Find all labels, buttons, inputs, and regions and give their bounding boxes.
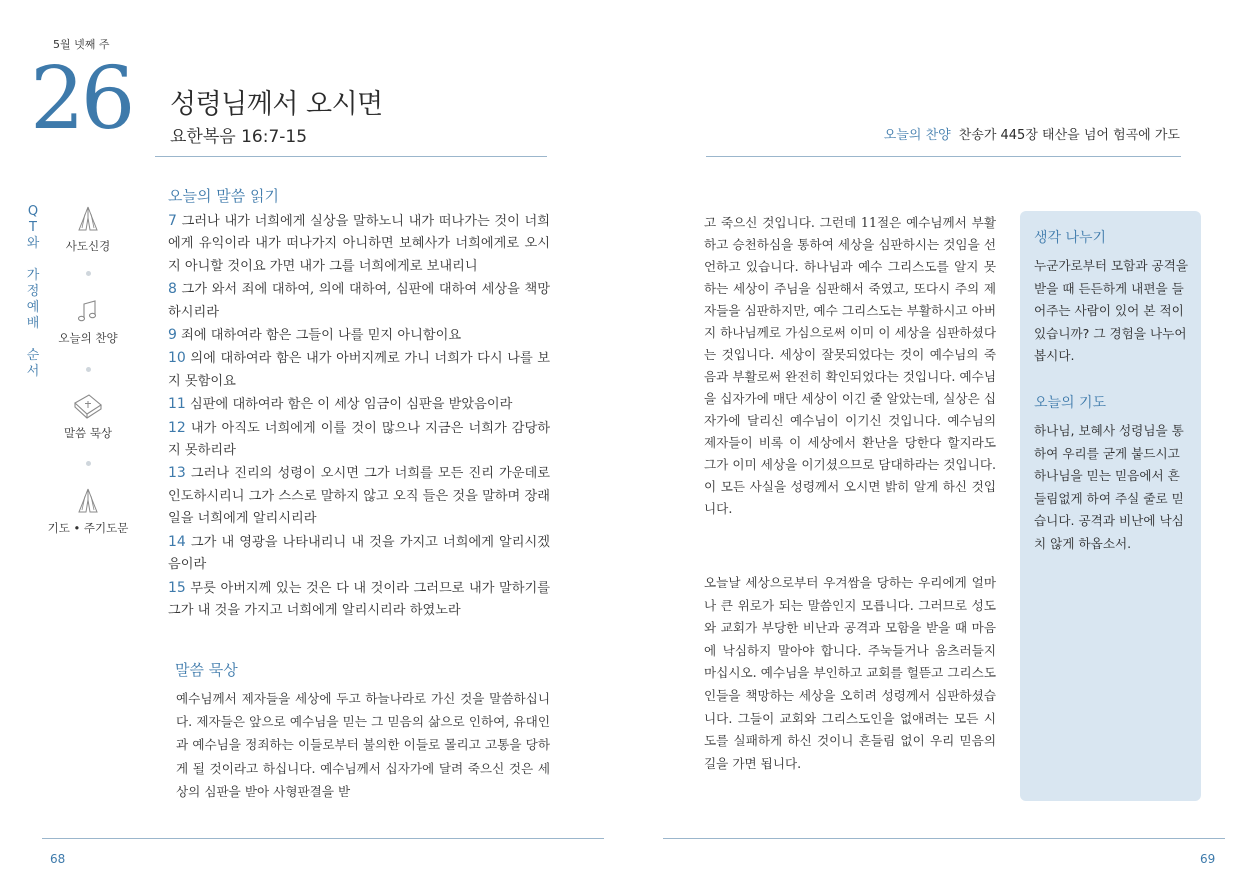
verse-text: 그가 내 영광을 나타내리니 내 것을 가지고 너희에게 알리시겠음이라 xyxy=(168,534,550,573)
todays-hymn xyxy=(884,124,1180,143)
qt-char: 예 xyxy=(26,300,40,315)
page-title: 성령님께서 오시면 xyxy=(170,89,383,120)
verse-text: 무릇 아버지께 있는 것은 다 내 것이라 그러므로 내가 말하기를 그가 내 것을 가지고 너희에게 알리시리라 하였노라 xyxy=(168,580,550,618)
footer-divider-right xyxy=(663,838,1225,839)
verse-number: 7 xyxy=(168,213,177,229)
qt-step-creed xyxy=(43,204,133,254)
qt-step-label: 오늘의 찬양 xyxy=(58,331,118,345)
verse-text: 그가 와서 죄에 대하여, 의에 대하여, 심판에 대하여 세상을 책망하시리라 xyxy=(168,282,550,320)
praying-hands-icon xyxy=(73,204,103,234)
qt-char: 와 xyxy=(26,236,40,251)
qt-step-label: 사도신경 xyxy=(65,239,111,253)
prayer-text: 하나님, 보혜사 성령님을 통하여 우리를 굳게 붙드시고 하나님을 믿는 믿음에서 흔들림없게 하여 주실 줄로 믿습니다. 공격과 비난에 낙심치 않게 하옵소서. xyxy=(1034,422,1184,551)
day-number: 26 xyxy=(30,49,132,149)
hymn-label: 오늘의 찬양 xyxy=(883,128,951,143)
verse-number: 9 xyxy=(168,327,177,344)
qt-step-hymn xyxy=(43,296,133,346)
step-separator-dot xyxy=(86,271,91,276)
verse-number: 14 xyxy=(168,533,186,550)
qt-order-label xyxy=(26,204,40,380)
qt-step-prayer xyxy=(43,486,133,536)
page-number-right: 69 xyxy=(1200,852,1216,866)
verse-number: 13 xyxy=(168,465,186,482)
qt-step-label: 기도 • 주기도문 xyxy=(47,521,129,535)
bible-book-icon xyxy=(72,391,104,421)
step-separator-dot xyxy=(86,461,91,466)
hymn-title: 찬송가 445장 태산을 넘어 험곡에 가도 xyxy=(958,128,1180,143)
verse-text: 의에 대하여라 함은 내가 아버지께로 가니 너희가 다시 나를 보지 못함이요 xyxy=(168,351,550,389)
share-text: 누군가로부터 모함과 공격을 받을 때 든든하게 내편을 들어주는 사람이 있어 본 적이 있습니까? 그 경험을 나누어 봅시다. xyxy=(1034,258,1188,364)
scripture-reading xyxy=(168,210,550,622)
step-separator-dot xyxy=(86,367,91,372)
reading-heading: 오늘의 말씀 읽기 xyxy=(168,187,279,205)
header-divider-right xyxy=(706,156,1181,157)
verse-number: 15 xyxy=(168,579,186,596)
praying-hands-icon xyxy=(73,486,103,516)
qt-char: 배 xyxy=(26,316,40,331)
verse-number: 10 xyxy=(168,350,186,367)
verse-number: 8 xyxy=(168,281,177,298)
qt-char: 정 xyxy=(26,284,40,299)
meditation-application: 오늘날 세상으로부터 우겨쌈을 당하는 우리에게 얼마나 큰 위로가 되는 말씀인지 모릅니다. 그러므로 성도와 교회가 부당한 비난과 공격과 모함을 받을 때 마음에 낙심하지 말아야 합니다. 주눅들거나 움츠러들지 마십시오. 예수님을 부인하고 교회를 헐뜯고 그리스도인들을 책망하는 세상을 오히려 성령께서 심판하셨습니다. 그들이 교회와 그리스도인을 없애려는 모든 시도를 실패하게 하신 것이니 흔들림 없이 우리 믿음의 길을 가면 됩니다. xyxy=(704,575,996,771)
music-note-icon xyxy=(73,296,103,326)
qt-step-meditation xyxy=(43,391,133,441)
verse-text: 심판에 대하여라 함은 이 세상 임금이 심판을 받았음이라 xyxy=(190,397,513,413)
qt-char: 순 xyxy=(26,348,40,363)
qt-char: Q xyxy=(27,204,39,219)
qt-step-label: 말씀 묵상 xyxy=(63,426,113,440)
prayer-heading: 오늘의 기도 xyxy=(1034,394,1107,411)
verse-number: 11 xyxy=(168,396,186,413)
scripture-reference: 요한복음 16:7-15 xyxy=(170,127,308,147)
qt-char xyxy=(26,252,40,268)
verse-text: 그러나 진리의 성령이 오시면 그가 너희를 모든 진리 가운데로 인도하시리니 그가 스스로 말하지 않고 오직 들은 것을 말하며 장래 일을 너희에게 알리시리라 xyxy=(168,466,550,527)
meditation-heading: 말씀 묵상 xyxy=(175,661,238,679)
verse-text: 그러나 내가 너희에게 실상을 말하노니 내가 떠나가는 것이 너희에게 유익이라 내가 떠나가지 아니하면 보혜사가 너희에게로 오시지 아니할 것이요 가면 내가 그를 너희에게로 보내리니 xyxy=(168,214,550,274)
week-label: 5월 넷째 주 xyxy=(53,38,110,51)
qt-char xyxy=(26,332,40,348)
sidebar-box xyxy=(1020,211,1201,801)
footer-divider-left xyxy=(42,838,604,839)
header-divider-left xyxy=(155,156,547,157)
page-number-left: 68 xyxy=(50,852,66,866)
qt-char: 서 xyxy=(26,364,40,379)
meditation-text: 예수님께서 제자들을 세상에 두고 하늘나라로 가신 것을 말씀하십니다. 제자들은 앞으로 예수님을 믿는 그 믿음의 삶으로 인하여, 유대인과 예수님을 정죄하는 이들로부터 불의한 이들로 몰리고 고통을 당하게 될 것이라고 하십니다. 예수님께서 십자가에 달려 죽으신 것은 세상의 심판을 받아 사형판결을 받 xyxy=(176,691,550,799)
qt-char: 가 xyxy=(26,268,40,283)
meditation-text-continued: 고 죽으신 것입니다. 그런데 11절은 예수님께서 부활하고 승천하심을 통하여 세상을 심판하시는 것임을 선언하고 있습니다. 하나님과 예수 그리스도를 알지 못하는 세상이 주님을 심판해서 죽였고, 또다시 주의 제자들을 심판하지만, 예수 그리스도는 부활하시고 아버지 하나님께로 가심으로써 이미 이 세상을 심판하셨다는 것입니다. 세상이 잘못되었다는 것이 예수님의 죽음과 부활로써 완전히 확인되었다는 것입니다. 예수님을 십자가에 매단 세상이 이긴 줄 알았는데, 실상은 십자가에 달리신 예수님이 이기신 것입니다. 예수님의 제자들이 비록 이 세상에서 환난을 당한다 할지라도 그가 이미 세상을 이기셨으므로 담대하라는 것입니다. 이 모든 사실을 성령께서 오시면 밝히 알게 하신 것입니다. xyxy=(704,215,996,516)
verse-number: 12 xyxy=(168,419,186,436)
verse-text: 죄에 대하여라 함은 그들이 나를 믿지 아니함이요 xyxy=(181,328,462,344)
share-heading: 생각 나누기 xyxy=(1034,230,1107,246)
verse-text: 내가 아직도 너희에게 이를 것이 많으나 지금은 너희가 감당하지 못하리라 xyxy=(168,420,550,459)
qt-char: T xyxy=(29,220,37,235)
